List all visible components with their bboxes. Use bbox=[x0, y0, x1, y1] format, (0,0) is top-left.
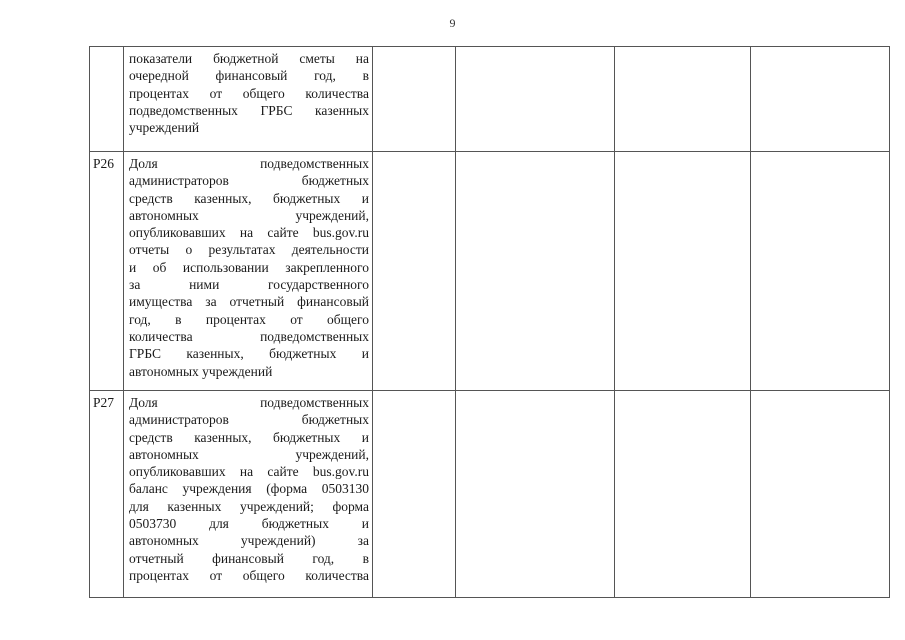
row-code bbox=[90, 47, 124, 152]
table-row bbox=[90, 152, 890, 391]
empty-cell bbox=[373, 391, 456, 598]
description-line: баланс учреждения (форма 0503130 bbox=[129, 481, 369, 497]
description-line: имущества за отчетный финансовый bbox=[129, 294, 369, 310]
empty-cell bbox=[615, 47, 751, 152]
description-line: процентах от общего количества bbox=[129, 567, 369, 583]
description-line: показатели бюджетной сметы на bbox=[129, 51, 369, 66]
description-line: опубликовавших на сайте bus.gov.ru bbox=[129, 225, 369, 241]
page-number: 9 bbox=[449, 16, 456, 30]
empty-cell bbox=[373, 152, 456, 391]
description-line: для казенных учреждений; форма bbox=[129, 498, 369, 514]
row-description bbox=[124, 47, 373, 152]
row-code: Р27 bbox=[90, 391, 124, 598]
empty-cell bbox=[751, 47, 890, 152]
empty-cell bbox=[751, 152, 890, 391]
description-line: процентах от общего количества bbox=[129, 85, 369, 101]
table-row bbox=[90, 391, 890, 598]
description-line: ГРБС казенных, бюджетных и bbox=[129, 346, 369, 362]
description-line: автономных учреждений, bbox=[129, 207, 369, 223]
row-code: Р26 bbox=[90, 152, 124, 391]
description-line: подведомственных ГРБС казенных bbox=[129, 102, 369, 118]
description-line: автономных учреждений bbox=[129, 363, 273, 379]
description-line: 0503730 для бюджетных и bbox=[129, 516, 369, 532]
description-line: средств казенных, бюджетных и bbox=[129, 429, 369, 445]
description-line: отчетный финансовый год, в bbox=[129, 550, 369, 566]
description-line: и об использовании закрепленного bbox=[129, 259, 369, 275]
empty-cell bbox=[456, 47, 615, 152]
description-line: администраторов бюджетных bbox=[129, 173, 369, 189]
description-line: администраторов бюджетных bbox=[129, 412, 369, 428]
description-line: Доля подведомственных bbox=[129, 156, 369, 171]
empty-cell bbox=[751, 391, 890, 598]
empty-cell bbox=[456, 152, 615, 391]
table-row bbox=[90, 47, 890, 152]
description-line: средств казенных, бюджетных и bbox=[129, 190, 369, 206]
indicator-table bbox=[89, 46, 890, 598]
empty-cell bbox=[615, 391, 751, 598]
description-line: очередной финансовый год, в bbox=[129, 68, 369, 84]
description-line: автономных учреждений, bbox=[129, 446, 369, 462]
description-line: Доля подведомственных bbox=[129, 395, 369, 410]
description-line: количества подведомственных bbox=[129, 328, 369, 344]
description-line: учреждений bbox=[129, 120, 200, 136]
empty-cell bbox=[615, 152, 751, 391]
row-description bbox=[124, 152, 373, 391]
empty-cell bbox=[456, 391, 615, 598]
description-line: автономных учреждений) за bbox=[129, 533, 369, 549]
description-line: опубликовавших на сайте bus.gov.ru bbox=[129, 464, 369, 480]
description-line: отчеты о результатах деятельности bbox=[129, 242, 369, 258]
empty-cell bbox=[373, 47, 456, 152]
description-line: за ними государственного bbox=[129, 277, 369, 293]
description-line: год, в процентах от общего bbox=[129, 311, 369, 327]
row-description bbox=[124, 391, 373, 598]
